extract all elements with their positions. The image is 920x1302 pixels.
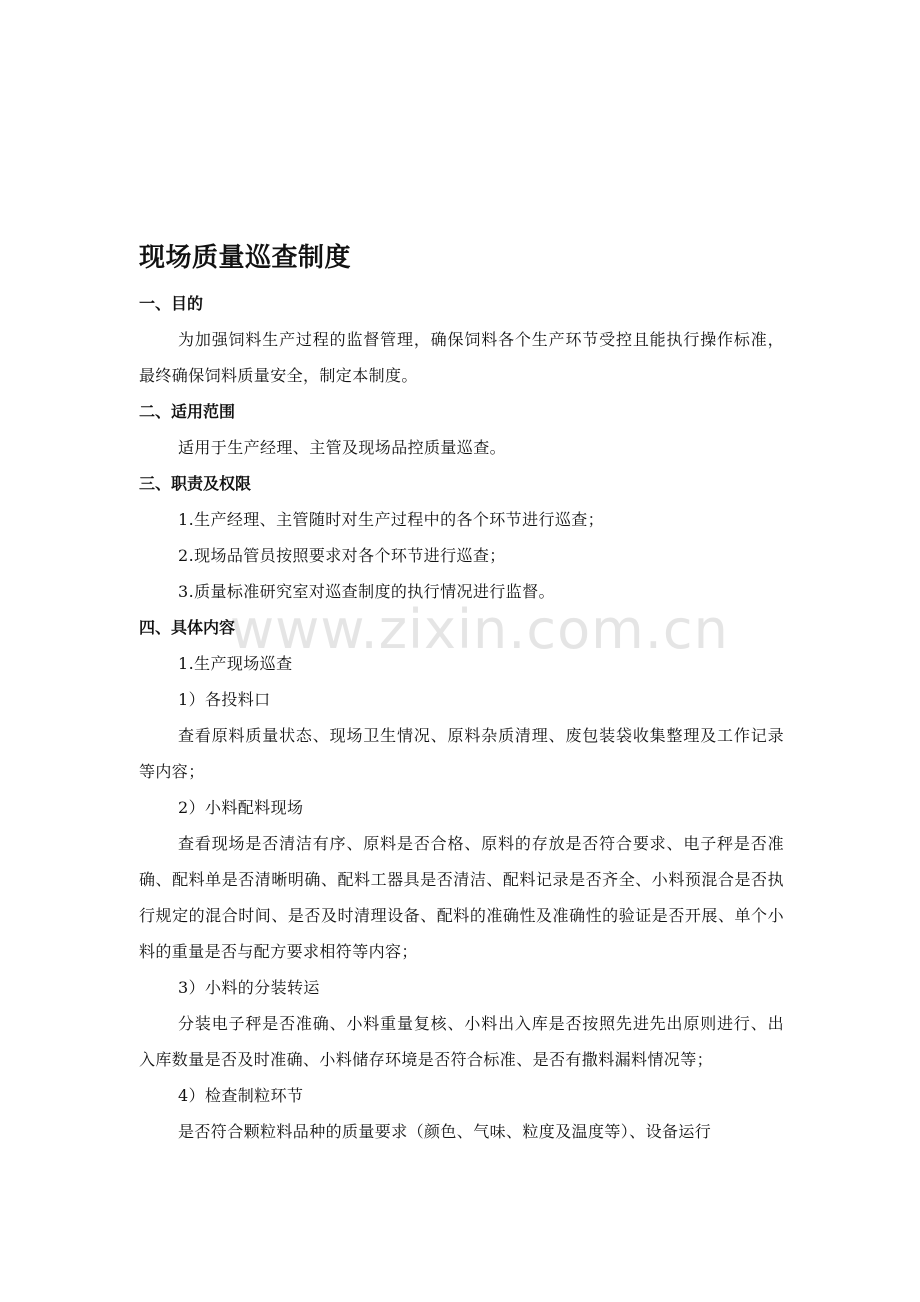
section-heading-content: 四、具体内容: [139, 618, 236, 637]
point-label: 3）小料的分装转运: [178, 978, 320, 997]
point-paragraph: 查看现场是否清洁有序、原料是否合格、原料的存放是否符合要求、电子秤是否准确、配料单是否清晰明确、配料工器具是否清洁、配料记录是否齐全、小料预混合是否执行规定的混合时间、是否及时清理设备、配料的准确性及准确性的验证是否开展、单个小料的重量是否与配方要求相符等内容；: [139, 834, 784, 961]
purpose-paragraph: 为加强饲料生产过程的监督管理，确保饲料各个生产环节受控且能执行操作标准，最终确保饲料质量安全，制定本制度。: [139, 330, 784, 385]
point-label: 2）小料配料现场: [178, 798, 304, 817]
section-heading-duties: 三、职责及权限: [139, 474, 252, 493]
duty-item: 2.现场品管员按照要求对各个环节进行巡查；: [178, 546, 506, 565]
point-label: 1）各投料口: [178, 690, 271, 709]
duty-item: 3.质量标准研究室对巡查制度的执行情况进行监督。: [178, 582, 555, 601]
point-paragraph: 分装电子秤是否准确、小料重量复核、小料出入库是否按照先进先出原则进行、出入库数量是否及时准确、小料储存环境是否符合标准、是否有撒料漏料情况等；: [139, 1014, 784, 1069]
watermark-text: www.zixin.com.cn: [230, 598, 729, 661]
content-subheading: 1.生产现场巡查: [178, 654, 293, 673]
point-paragraph: 查看原料质量状态、现场卫生情况、原料杂质清理、废包装袋收集整理及工作记录等内容；: [139, 726, 784, 781]
document-body: [139, 236, 784, 1150]
point-paragraph: 是否符合颗粒料品种的质量要求（颜色、气味、粒度及温度等）、设备运行: [178, 1122, 712, 1141]
section-heading-scope: 二、适用范围: [139, 402, 236, 421]
duty-item: 1.生产经理、主管随时对生产过程中的各个环节进行巡查；: [178, 510, 605, 529]
document-title: 现场质量巡查制度: [139, 243, 352, 273]
section-heading-purpose: 一、目的: [139, 294, 204, 313]
scope-paragraph: 适用于生产经理、主管及现场品控质量巡查。: [178, 438, 507, 457]
point-label: 4）检查制粒环节: [178, 1086, 304, 1105]
